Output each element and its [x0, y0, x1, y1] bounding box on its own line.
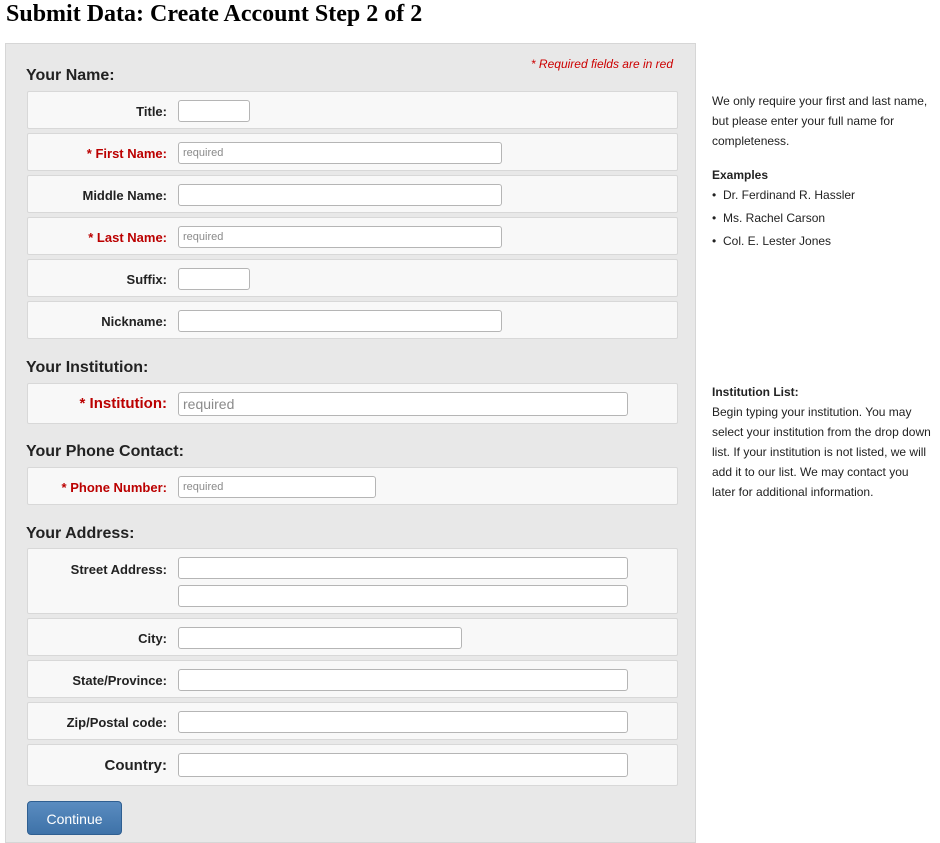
name-help-panel — [712, 91, 934, 254]
continue-button[interactable]: Continue — [27, 801, 122, 835]
street-address-line1-input[interactable] — [178, 557, 628, 579]
zip-row — [27, 702, 678, 740]
last-name-row — [27, 217, 678, 255]
nickname-label: Nickname: — [101, 314, 167, 329]
state-input[interactable] — [178, 669, 628, 691]
page-title: Submit Data: Create Account Step 2 of 2 — [6, 1, 423, 27]
examples-title: Examples — [712, 168, 769, 182]
suffix-label: Suffix: — [126, 272, 167, 287]
phone-input[interactable] — [178, 476, 376, 498]
section-your-address: Your Address: — [26, 525, 135, 542]
institution-list-title: Institution List: — [712, 385, 799, 399]
nickname-input[interactable] — [178, 310, 502, 332]
account-form-panel — [5, 43, 696, 843]
street-address-label: Street Address: — [70, 562, 167, 577]
middle-name-row — [27, 175, 678, 213]
section-your-name: Your Name: — [26, 67, 115, 84]
institution-label: * Institution: — [79, 395, 167, 412]
zip-label: Zip/Postal code: — [66, 715, 167, 730]
institution-help-panel — [712, 382, 934, 502]
city-row — [27, 618, 678, 656]
required-fields-note: * Required fields are in red — [530, 57, 673, 71]
name-help-text: We only require your first and last name, but please enter your full name for completeness. — [712, 94, 928, 148]
list-item: • Col. E. Lester Jones — [712, 231, 934, 251]
list-item: • Dr. Ferdinand R. Hassler — [712, 185, 934, 205]
street-address-row — [27, 548, 678, 614]
list-item: • Ms. Rachel Carson — [712, 208, 934, 228]
middle-name-label: Middle Name: — [82, 188, 167, 203]
first-name-row — [27, 133, 678, 171]
phone-row — [27, 467, 678, 505]
country-row — [27, 744, 678, 786]
city-label: City: — [138, 631, 167, 646]
first-name-label: * First Name: — [86, 146, 167, 161]
zip-input[interactable] — [178, 711, 628, 733]
section-your-phone-contact: Your Phone Contact: — [26, 443, 184, 460]
middle-name-input[interactable] — [178, 184, 502, 206]
examples-list — [712, 185, 934, 251]
institution-row — [27, 383, 678, 424]
street-address-line2-input[interactable] — [178, 585, 628, 607]
state-row — [27, 660, 678, 698]
country-input[interactable] — [178, 753, 628, 777]
state-label: State/Province: — [72, 673, 167, 688]
last-name-label: * Last Name: — [88, 230, 167, 245]
section-your-institution: Your Institution: — [26, 359, 149, 376]
suffix-input[interactable] — [178, 268, 250, 290]
city-input[interactable] — [178, 627, 462, 649]
nickname-row — [27, 301, 678, 339]
title-row — [27, 91, 678, 129]
phone-label: * Phone Number: — [61, 480, 167, 495]
suffix-row — [27, 259, 678, 297]
institution-help-text: Begin typing your institution. You may select your institution from the drop down list. If your institution is not listed, we will add it to our list. We may contact you later for additional information. — [712, 405, 931, 499]
title-label: Title: — [136, 104, 167, 119]
title-input[interactable] — [178, 100, 250, 122]
institution-input[interactable] — [178, 392, 628, 416]
country-label: Country: — [104, 757, 167, 774]
first-name-input[interactable] — [178, 142, 502, 164]
last-name-input[interactable] — [178, 226, 502, 248]
